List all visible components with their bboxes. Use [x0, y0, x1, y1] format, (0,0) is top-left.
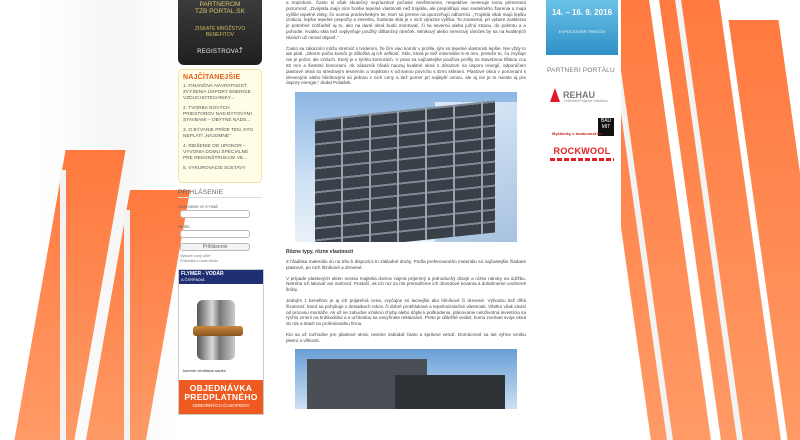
- rockwool-bar-icon: [550, 158, 614, 161]
- partner-promo-line1: ZISKATE MNOŽSTVO: [194, 26, 246, 32]
- article-photo-building: [295, 92, 517, 242]
- username-input[interactable]: [180, 210, 250, 218]
- photo-house-roof: [395, 375, 505, 409]
- password-label: Heslo: [178, 224, 190, 229]
- expo-dates: 14. – 16. 9. 2016: [551, 8, 613, 17]
- partner-title-line2: TZB PORTAL.SK: [195, 8, 245, 15]
- login-links: [180, 254, 262, 263]
- login-title: PRIHLÁSENIE: [178, 189, 262, 198]
- baumit-mark: BAU MIT: [598, 118, 614, 136]
- partner-promo: [178, 26, 262, 38]
- login-button[interactable]: Prihlásenie: [180, 243, 250, 251]
- create-account-link[interactable]: Vytvoriť nový účet: [180, 254, 211, 258]
- left-sidebar: [178, 0, 268, 440]
- partner-title-line1: PARTNEROM: [199, 1, 241, 8]
- most-read-title: NAJČÍTANEJŠIE: [183, 74, 241, 81]
- most-read-item[interactable]: 2. TVORBA NOVÝCH PRIESTOROV NAD BYTOVÝMI STAVBAMI – OBYTNÉ NADS...: [183, 106, 252, 123]
- most-read-item[interactable]: 5. VYKUROVACIE SÚSTAVY: [183, 166, 246, 171]
- password-input[interactable]: [180, 230, 250, 238]
- expo-banner[interactable]: [546, 0, 618, 55]
- baumit-logo[interactable]: [550, 115, 614, 137]
- article-paragraph: Kto sa už rozhodne pre plastové okná, nesmie zabúdať často a správne vetrať. Domácnosť sa tak vyhne vzniku plesní a vlhkosti.: [286, 331, 526, 343]
- partners-title: PARTNERI PORTÁLU: [547, 67, 615, 74]
- rehau-name: REHAU: [563, 90, 596, 100]
- article-body: [278, 0, 534, 409]
- register-button[interactable]: REGISTROVAŤ: [197, 49, 243, 55]
- ad-caption: kúrenie ventilácia sanita: [183, 368, 226, 373]
- ad-magazine-header: [179, 270, 263, 284]
- rockwool-name: ROCKWOOL: [553, 146, 611, 156]
- ad-big-line1: OBJEDNÁVKA: [189, 383, 253, 393]
- partner-promo-line2: BENEFITOV: [205, 32, 235, 38]
- article-column: [278, 0, 534, 440]
- article-paragraph: Jedným z benefitov je aj ich prijateľná cena, zvyčajne sú lacnejšie ako hliníkové či drevené. Výhodou tiež dlhá životnosť, ktorá sa pohybuje v desiatkach rokov, či dobré protihlukové a tepelnoizolačné vlastnosti. Všetko však závisí od procesu montáže. Ak už ne zabudne vzniknú chyby alebo dôjde k poškodeniu, plánovanie celoživotná investícia sa rýchlo zmení na krátkodobú a s určitostou sa nevyhnete reklamácii. Preto je dôležité vediet, komu zveriaet svoje okná do rúk a stavit na profesionálnu firmu.: [286, 297, 526, 327]
- most-read-item[interactable]: 3. O BÝVANIE PRÍDE TEN, KTO NEPLATÍ „NÁJOMNÉ“: [183, 128, 254, 139]
- reset-password-link[interactable]: Požiadať o nové heslo: [180, 258, 218, 263]
- article-paragraph: Často sa zákazníci môžu stretnúť s tvrdením, že čím viac komôr v profile, tým sú tepelné vlastnosti lepšie. Nie vždy to ale platí. „Okrem počtu komôr je dôležitá aj ich veľkosť. Sklo, ktorá je tiež minimálne 5–6 mm, pretože to, čo zvyšuje nie je počet, ale vzduch. Ktorý je v týchto komorách. V praxi sa najčastejšie používa profily so stavebnou hĺbkou cca 82 mm a šiestimi komorami. Ak zákazník hľadá naozaj kvalitné okná s dôrazom na úsporu energií, odporúčam plastové okná so stredovým tesnením a trojsklom s ochranou povrchu s Ermi skleami. Plastové okná v porovnaní s drevenými alebo hliníkovými sú jednou z nich ceny a tiež pomer pri najlepší cenou, ale aj nie je to miesto aj pre úspory energie,“ dodal Poliašek.: [286, 45, 526, 86]
- most-read-list: [183, 84, 257, 172]
- article-photo-house: [295, 349, 517, 409]
- ad-subscribe-banner[interactable]: [179, 380, 263, 414]
- partner-box: [178, 0, 262, 65]
- partner-title: [178, 0, 262, 15]
- most-read-item[interactable]: 4. RIEŠENIE OD UPONOR – VYVONIA DOMU ŠPECIÁLNE PRE REKONŠTRUKCIE VE...: [183, 144, 249, 161]
- ad-subline: A ČERPADIÁ: [181, 277, 205, 282]
- login-form: [178, 189, 262, 263]
- article-paragraph: V prípade plastových okien ocenia majitelia domov najmä príjemný a jednoduchý dizajn a nízke nároky na údržbu. Netreba ich lakovať ani maľovať. Postačí, ak ich raz za rok premažeme ich obvodové kovania a dotiahneme uvoľnené šrúby.: [286, 275, 526, 293]
- article-paragraph: Z hľadiska materiálu sú na trhu k dispozícii tri základné druhy. Podľa preferovaného materiálu sú najčastejšie žiadané plastové, po nich hliníkové a drevené.: [286, 258, 526, 270]
- rehau-tagline: Unlimited Polymer Solutions: [564, 99, 608, 103]
- username-label: Username or e-mail: [178, 204, 218, 209]
- article-subheading: Rôzne typy, rôzne vlastnosti: [286, 249, 354, 256]
- rehau-logo[interactable]: [550, 84, 614, 106]
- article-paragraph: a tropickom. Často si však skutočný nepriaznivé počasie nevšimneme, respektíve nevenuje tomu primeranú pozornosť. „Dvojskla majú síce horšie tepelné vlastnosti než trojskla, ale prepúšťajú viac svetelného žiarenia a majú vyššie tepelné zisky, čo ocenia predovšetkým tie, ktorí sú presne na upozorňujú odborníci. „Trojsklá však majú lepšiu izoláciu, lepšie tepelné prepočty a interiéru, hodnota skla je v nich výrazne vyššia. To znamená, pri vybere zasklenia je potrebné zohľadniť aj to, ako na dané okná budú montovať, či sa severnú alebo južnú stranu, do pokrotu a a pohodie. Kvalitu skla tiež ovplyvňuje použitý dištančný rámček. Minikový alebo nerezový rámček by sa na kvalitných oknách už nemal objaviť.“: [286, 0, 526, 40]
- magazine-subscription-ad[interactable]: [178, 269, 264, 415]
- ad-big-text: [179, 380, 263, 402]
- ad-small-text: ODBORNÝCH ČASOPISOV: [192, 403, 250, 408]
- right-sidebar: [543, 0, 621, 440]
- ad-big-line2: PREDPLATNÉHO: [184, 392, 258, 402]
- rockwool-logo[interactable]: [550, 146, 614, 168]
- photo-building-facade: [315, 101, 495, 242]
- most-read-box: [178, 69, 262, 183]
- ad-headline: FLYMER - VODÁR: [181, 271, 224, 277]
- ad-fitting-image: [193, 326, 243, 336]
- most-read-item[interactable]: 1. FINANČNÁ NÁVRATNOSŤ ZVÝŠENIA ÚSPORY ENERGIE VZDUCHOTECHNIKY...: [183, 84, 251, 101]
- rehau-mark-icon: [550, 88, 560, 102]
- baumit-tagline: Myšlienky s budúcnosťou: [552, 131, 602, 136]
- expo-organizer: EXPOCENTER TRENČÍN: [558, 29, 606, 34]
